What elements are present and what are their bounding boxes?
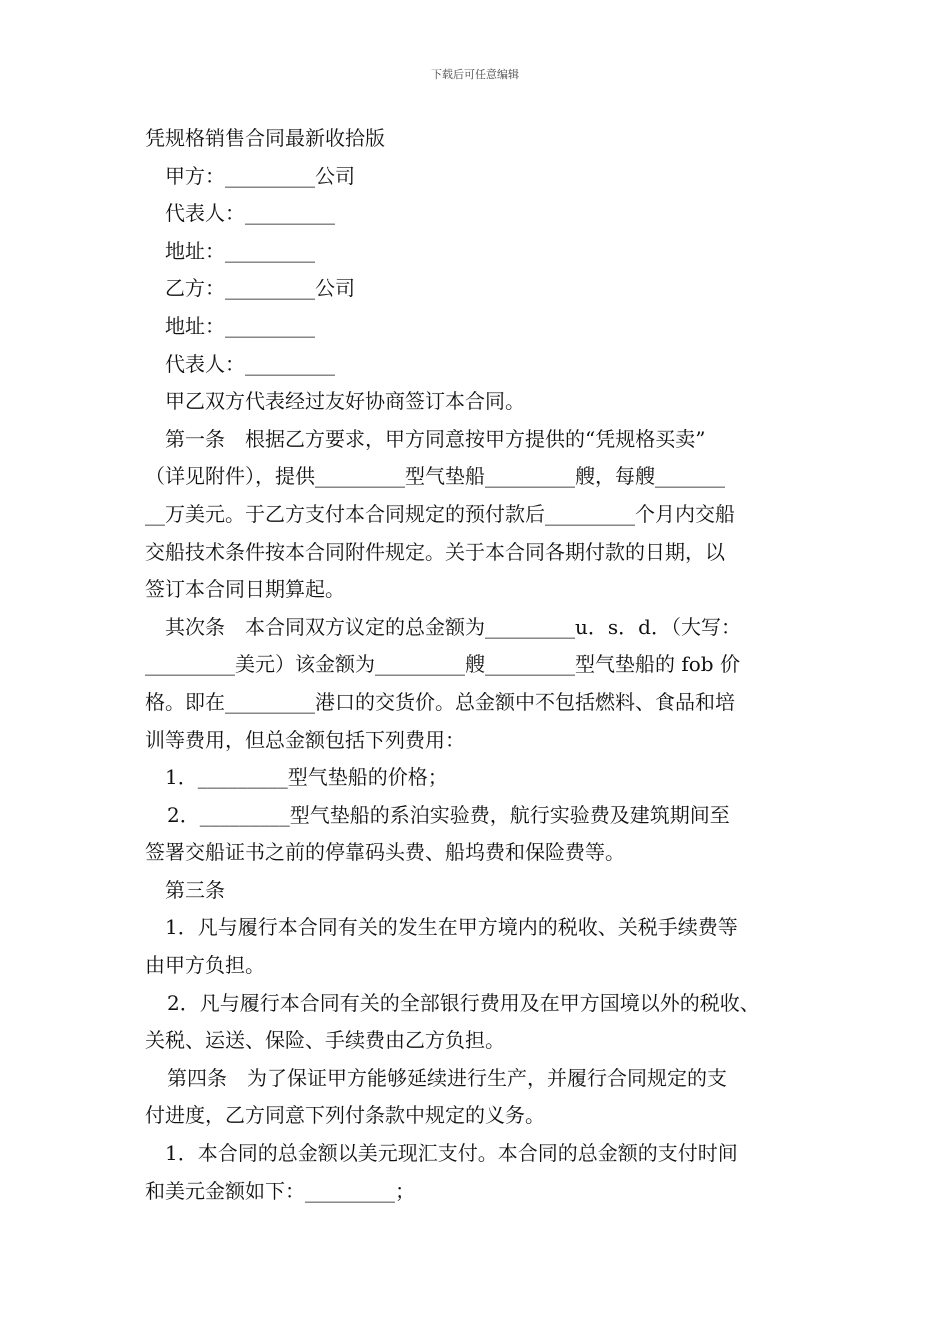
article-4-item-1: 1．本合同的总金额以美元现汇支付。本合同的总金额的支付时间 — [165, 1141, 738, 1166]
article-3-item-1-cont: 由甲方负担。 — [145, 953, 265, 978]
article-2-line-4: 训等费用，但总金额包括下列费用： — [145, 727, 465, 752]
article-4-line-1: 第四条 为了保证甲方能够延续进行生产，并履行合同规定的支 — [167, 1065, 727, 1090]
article-2-item-1: 1．_________型气垫船的价格； — [165, 765, 448, 790]
article-3-item-2: 2．凡与履行本合同有关的全部银行费用及在甲方国境以外的税收、 — [167, 990, 760, 1015]
contract-body — [145, 120, 835, 1210]
party-b-line: 乙方：_________公司 — [165, 276, 355, 301]
article-3-item-1: 1．凡与履行本合同有关的发生在甲方境内的税收、关税手续费等 — [165, 915, 738, 940]
article-4-item-1-cont: 和美元金额如下：_________； — [145, 1178, 415, 1203]
preamble: 甲乙双方代表经过友好协商签订本合同。 — [165, 389, 525, 414]
party-a-representative: 代表人：_________ — [165, 201, 335, 226]
article-1-line-1: 第一条 根据乙方要求，甲方同意按甲方提供的“凭规格买卖” — [165, 426, 706, 451]
article-1-line-3: __万美元。于乙方支付本合同规定的预付款后_________个月内交船 — [145, 501, 735, 526]
article-3-item-2-cont: 关税、运送、保险、手续费由乙方负担。 — [145, 1028, 505, 1053]
party-a-line: 甲方：_________公司 — [165, 163, 355, 188]
party-b-representative: 代表人：_________ — [165, 351, 335, 376]
article-1-line-4: 交船技术条件按本合同附件规定。关于本合同各期付款的日期，以 — [145, 539, 725, 564]
party-a-address: 地址：_________ — [165, 238, 315, 263]
document-title: 凭规格销售合同最新收拾版 — [145, 126, 385, 150]
article-2-line-2: _________美元）该金额为_________艘_________型气垫船的 fob 价 — [145, 652, 740, 677]
article-1-line-5: 签订本合同日期算起。 — [145, 577, 345, 602]
article-3-heading: 第三条 — [165, 877, 225, 902]
article-2-line-3: 格。即在_________港口的交货价。总金额中不包括燃料、食品和培 — [145, 689, 735, 714]
article-4-line-2: 付进度，乙方同意下列付条款中规定的义务。 — [145, 1103, 545, 1128]
article-2-item-2: 2．_________型气垫船的系泊实验费，航行实验费及建筑期间至 — [167, 802, 730, 827]
article-2-line-1: 其次条 本合同双方议定的总金额为_________u．s．d．（大写： — [165, 614, 741, 639]
article-2-item-2-cont: 签署交船证书之前的停靠码头费、船坞费和保险费等。 — [145, 840, 625, 865]
article-1-line-2: （详见附件），提供_________型气垫船_________艘，每艘_______ — [145, 464, 725, 489]
party-b-address: 地址：_________ — [165, 313, 315, 338]
page-header-note: 下载后可任意编辑 — [431, 68, 519, 81]
